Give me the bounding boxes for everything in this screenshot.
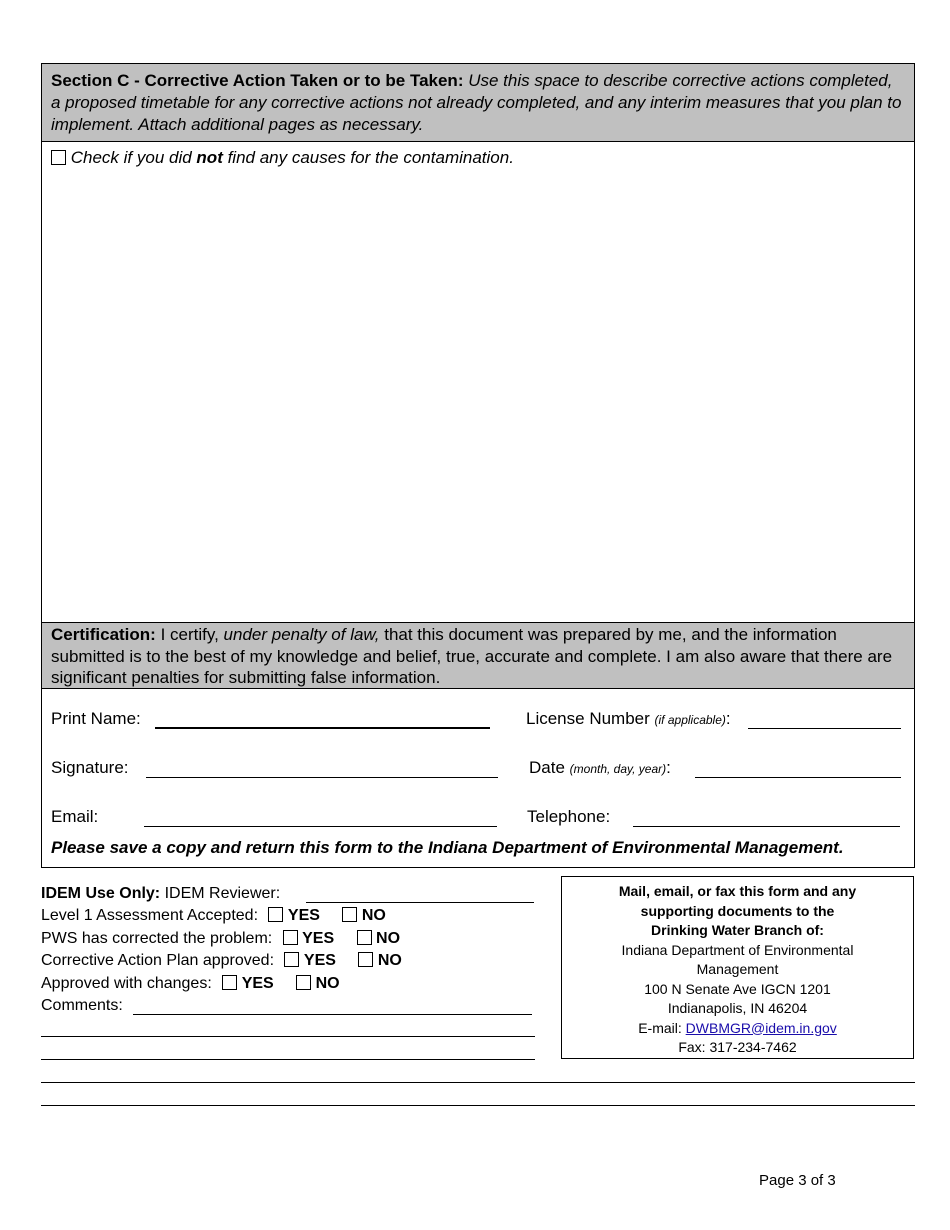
telephone-label: Telephone: <box>527 807 611 826</box>
changes-yes-label: YES <box>241 975 274 992</box>
certification-block <box>42 623 914 688</box>
cap-yes-checkbox[interactable] <box>284 952 299 967</box>
changes-label: Approved with changes: <box>41 975 212 992</box>
mail-fax: Fax: 317-234-7462 <box>678 1039 797 1055</box>
changes-row <box>41 973 340 995</box>
changes-no-label: NO <box>315 975 340 992</box>
pws-yes-checkbox[interactable] <box>283 930 298 945</box>
idem-reviewer-label: IDEM Reviewer: <box>160 885 281 902</box>
save-notice: Please save a copy and return this form to the Indiana Department of Environmental Management. <box>51 838 844 857</box>
license-number-text: License Number <box>526 709 650 728</box>
certification-text-2: that this document was prepared by me, and the information submitted is to the best of my knowledge and belief, true, accurate and complete. I am also aware that there are significant penalties for submitting false information. <box>51 625 893 687</box>
cap-row <box>41 950 402 972</box>
mail-line-6: 100 N Senate Ave IGCN 1201 <box>644 980 831 997</box>
idem-reviewer-row <box>41 883 280 905</box>
comments-input-line-1[interactable] <box>133 1014 532 1015</box>
no-cause-checkbox[interactable] <box>51 150 66 165</box>
level1-yes-label: YES <box>287 907 320 924</box>
mail-line-7: Indianapolis, IN 46204 <box>667 1000 808 1016</box>
level1-no-label: NO <box>361 907 386 924</box>
signature-label: Signature: <box>51 758 129 777</box>
page-number: Page 3 of 3 <box>759 1172 836 1189</box>
changes-no-checkbox[interactable] <box>296 975 311 990</box>
signature-input[interactable] <box>146 777 498 778</box>
idem-use-label: IDEM Use Only: <box>41 885 161 902</box>
mail-email-link[interactable]: DWBMGR@idem.in.gov <box>685 1019 837 1036</box>
date-colon: : <box>666 758 671 777</box>
comments-row <box>41 995 123 1017</box>
date-input[interactable] <box>695 777 901 778</box>
level1-yes-checkbox[interactable] <box>268 907 283 922</box>
certification-label: Certification: <box>51 625 156 644</box>
mail-line-1: Mail, email, or fax this form and any <box>618 883 857 899</box>
pws-yes-label: YES <box>302 930 335 947</box>
corrective-action-textarea[interactable] <box>42 172 914 622</box>
no-cause-check-row <box>51 148 514 168</box>
mail-instructions-box <box>561 876 914 1059</box>
pws-label: PWS has corrected the problem: <box>41 930 273 947</box>
section-c-header <box>42 64 914 141</box>
date-text: Date <box>529 758 565 777</box>
cap-no-label: NO <box>377 952 402 969</box>
changes-yes-checkbox[interactable] <box>222 975 237 990</box>
license-number-input[interactable] <box>748 728 901 729</box>
level1-label: Level 1 Assessment Accepted: <box>41 907 259 924</box>
no-cause-text-prefix: Check if you did <box>70 148 197 167</box>
section-c-title: Section C - Corrective Action Taken or to be Taken: <box>51 71 464 90</box>
idem-reviewer-input[interactable] <box>306 902 534 903</box>
comments-input-line-5[interactable] <box>41 1105 915 1106</box>
mail-line-4: Indiana Department of Environmental <box>621 941 854 958</box>
comments-label: Comments: <box>41 997 123 1014</box>
mail-email-label: E-mail: <box>638 1019 686 1036</box>
divider <box>42 688 914 689</box>
comments-input-line-4[interactable] <box>41 1082 915 1083</box>
certification-text-italic: under penalty of law, <box>223 625 380 644</box>
cap-no-checkbox[interactable] <box>358 952 373 967</box>
print-name-label: Print Name: <box>51 709 141 728</box>
no-cause-text-suffix: find any causes for the contamination. <box>222 148 514 167</box>
level1-no-checkbox[interactable] <box>342 907 357 922</box>
license-colon: : <box>725 709 731 728</box>
date-note: (month, day, year) <box>569 762 667 776</box>
mail-line-3: Drinking Water Branch of: <box>651 922 824 938</box>
email-input[interactable] <box>144 826 497 827</box>
pws-no-label: NO <box>376 930 401 947</box>
mail-line-2: supporting documents to the <box>640 902 835 919</box>
level1-row <box>41 905 386 927</box>
certification-text-1: I certify, <box>155 625 224 644</box>
email-label: Email: <box>51 807 99 826</box>
license-number-label <box>526 709 731 729</box>
license-note: (if applicable) <box>654 713 726 727</box>
pws-row <box>41 928 400 950</box>
section-c-instructions: Use this space to describe corrective actions completed, a proposed timetable for any corrective actions not already completed, and any interim measures that you plan to implement. Attach additional pages as necessary. <box>51 71 902 134</box>
mail-line-5: Management <box>696 961 779 977</box>
telephone-input[interactable] <box>633 826 900 827</box>
comments-input-line-3[interactable] <box>41 1059 535 1060</box>
pws-no-checkbox[interactable] <box>357 930 372 945</box>
divider <box>42 141 914 142</box>
print-name-input[interactable] <box>155 727 490 729</box>
date-label <box>529 758 671 778</box>
no-cause-text-bold: not <box>196 148 223 167</box>
mail-email-row <box>562 1019 913 1039</box>
cap-label: Corrective Action Plan approved: <box>41 952 275 969</box>
comments-input-line-2[interactable] <box>41 1036 535 1037</box>
cap-yes-label: YES <box>303 952 336 969</box>
section-c-frame <box>41 63 915 868</box>
